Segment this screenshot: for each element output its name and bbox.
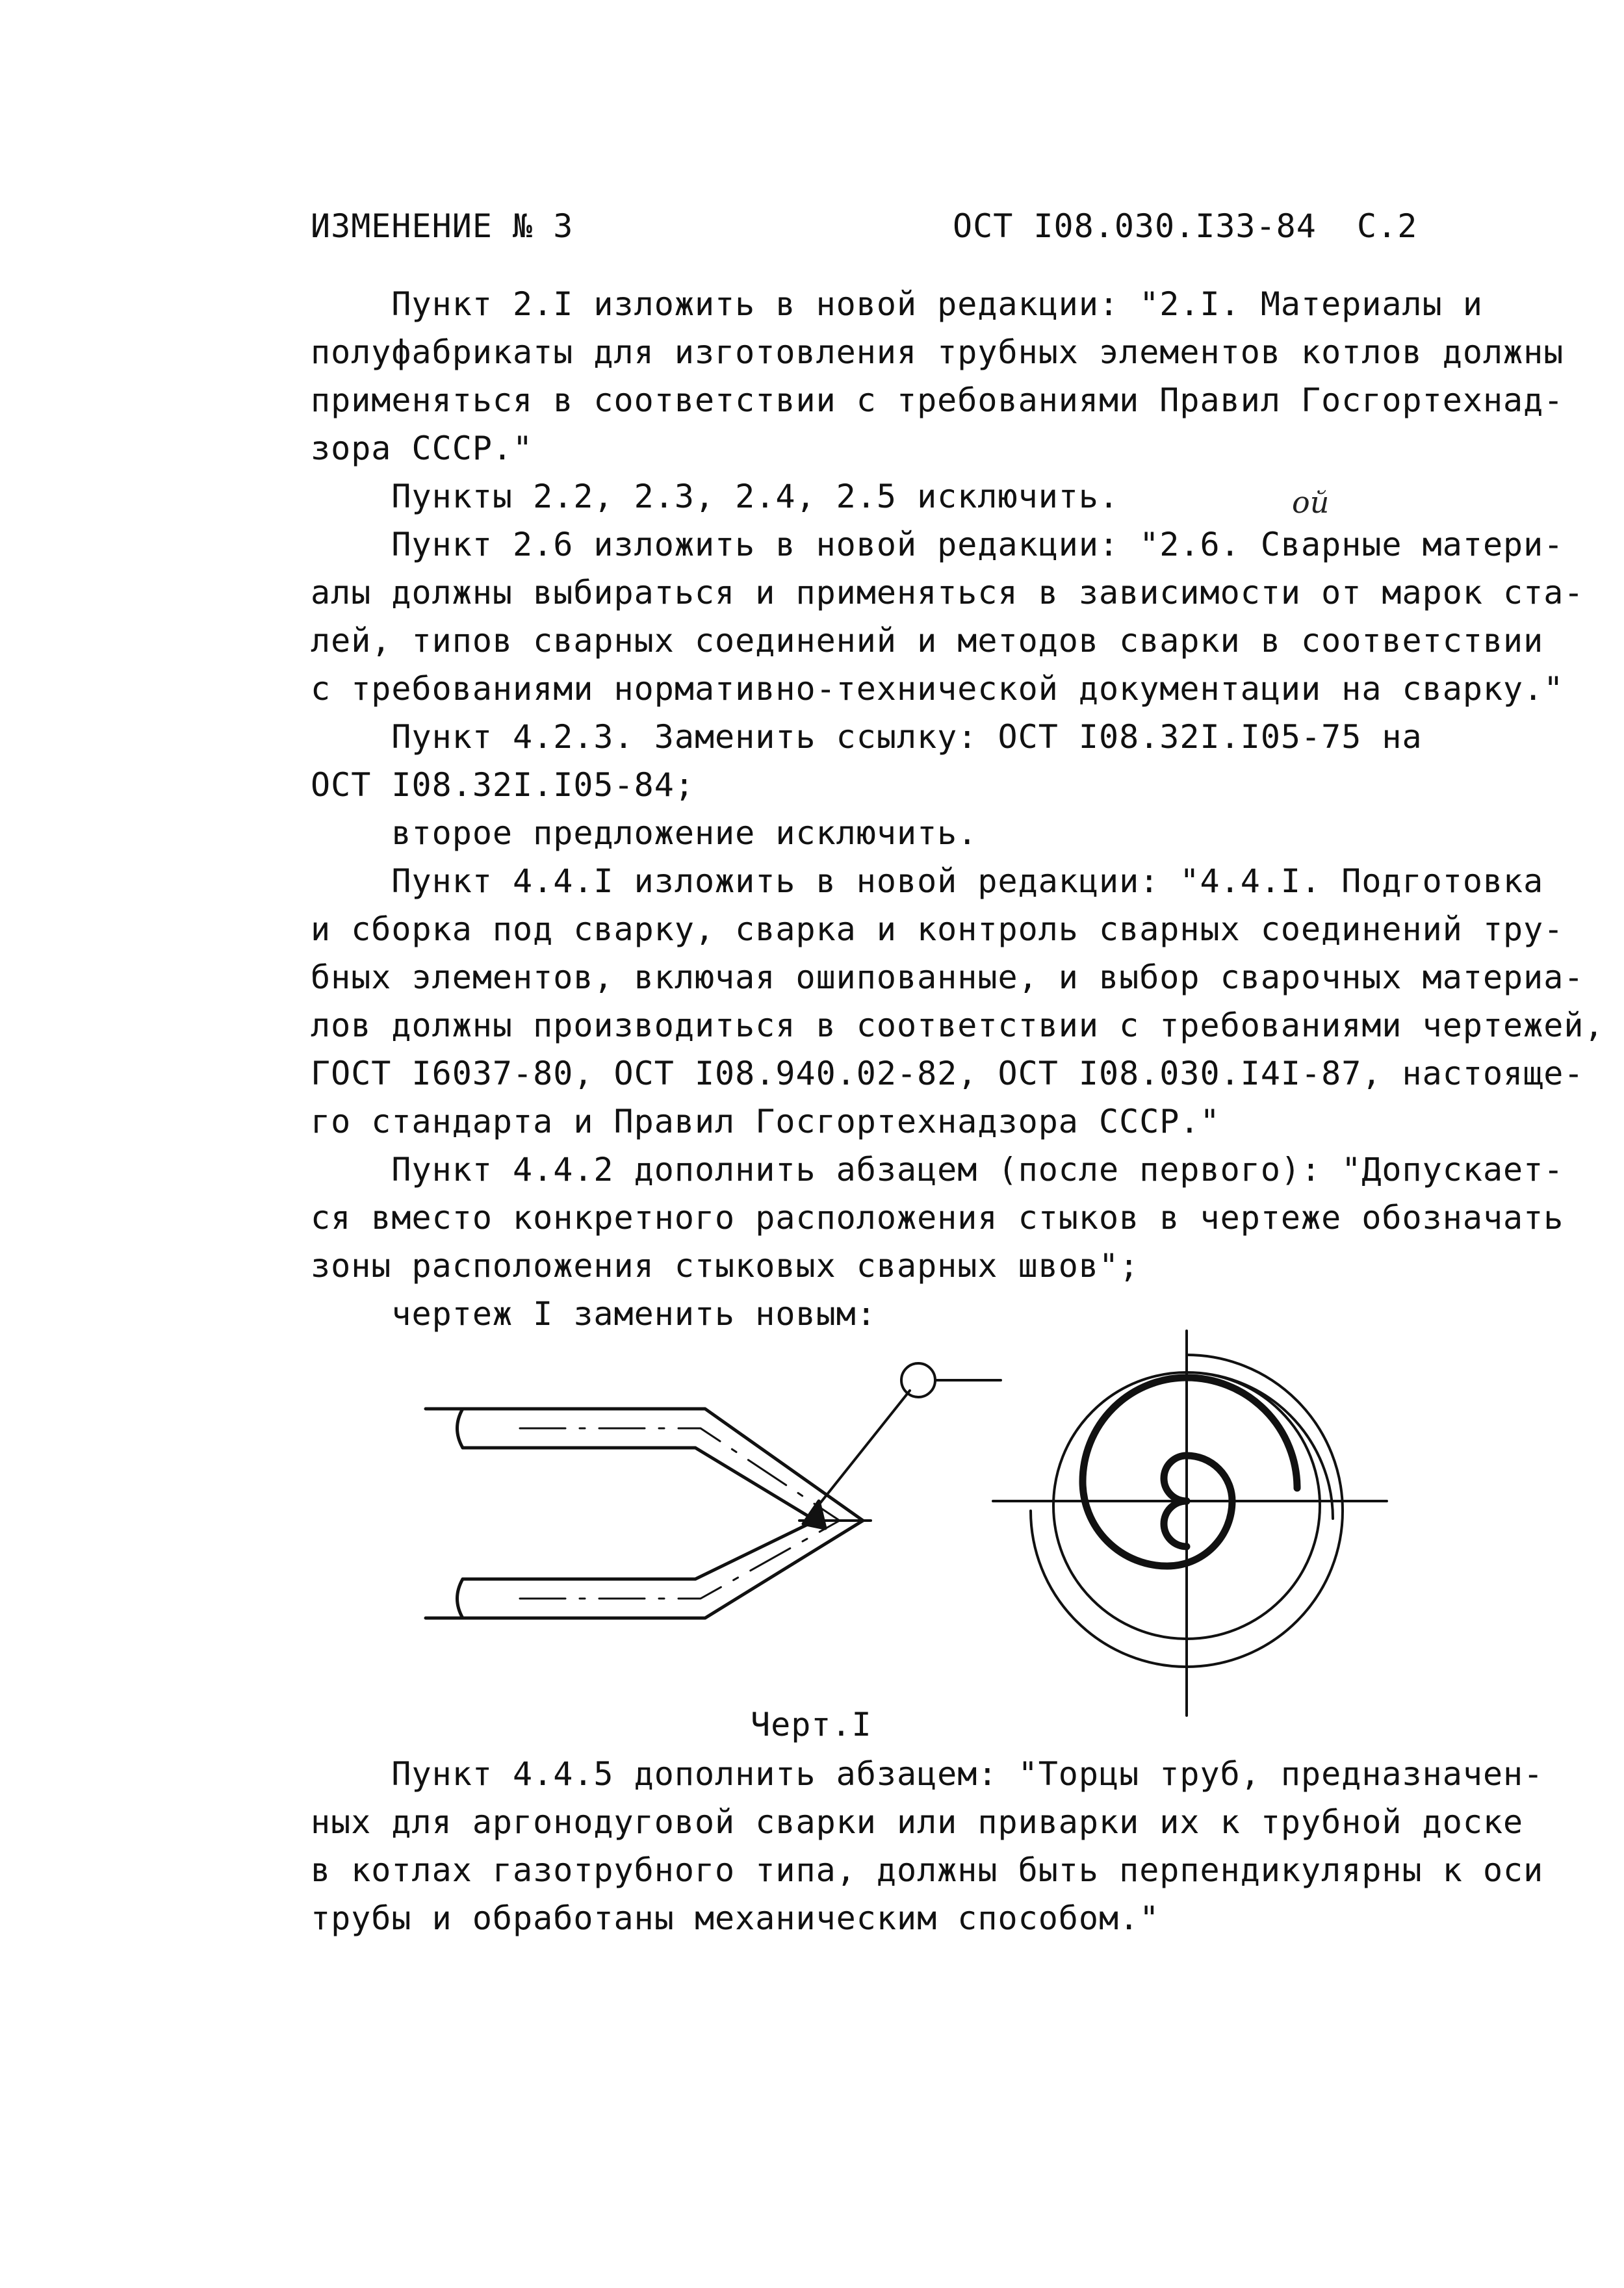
text-line: Пункт 4.4.2 дополнить абзацем (после первого): "Допускает- bbox=[311, 1151, 1564, 1189]
coil-inner-spiral-core bbox=[1164, 1501, 1187, 1547]
figure-caption: Черт.I bbox=[751, 1706, 872, 1743]
text-line: зора СССР." bbox=[311, 430, 534, 467]
bent-tube-drawing bbox=[426, 1363, 1001, 1618]
text-line: чертеж I заменить новым: bbox=[311, 1295, 877, 1333]
text-line: го стандарта и Правил Госгортехнадзора СССР." bbox=[311, 1103, 1220, 1140]
text-line: в котлах газотрубного типа, должны быть перпендикулярны к оси bbox=[311, 1851, 1544, 1889]
tube-centerline-bottom bbox=[520, 1521, 840, 1599]
text-line: бных элементов, включая ошипованные, и выбор сварочных материа- bbox=[311, 958, 1584, 996]
weld-point-mark bbox=[803, 1501, 825, 1528]
coil-drawing bbox=[993, 1331, 1387, 1716]
text-line: лей, типов сварных соединений и методов сварки в соответствии bbox=[311, 622, 1544, 660]
text-line: ОСТ I08.32I.I05-84; bbox=[311, 766, 695, 804]
text-line: трубы и обработаны механическим способом." bbox=[311, 1899, 1160, 1937]
text-line: зоны расположения стыковых сварных швов"; bbox=[311, 1247, 1140, 1285]
standard-reference: ОСТ I08.030.I33-84 С.2 bbox=[953, 207, 1418, 245]
text-line: Пункт 4.2.3. Заменить ссылку: ОСТ I08.32I.I05-75 на bbox=[311, 718, 1423, 756]
text-line: второе предложение исключить. bbox=[311, 814, 978, 852]
text-line: Пункты 2.2, 2.3, 2.4, 2.5 исключить. bbox=[311, 478, 1120, 515]
leader-line bbox=[816, 1391, 910, 1509]
text-line: алы должны выбираться и применяться в зависимости от марок ста- bbox=[311, 574, 1584, 611]
text-line: полуфабрикаты для изготовления трубных элементов котлов должны bbox=[311, 333, 1564, 371]
tube-inner-wall-top bbox=[463, 1448, 816, 1521]
tube-end-bottom bbox=[458, 1579, 463, 1618]
text-line: и сборка под сварку, сварка и контроль сварных соединений тру- bbox=[311, 910, 1564, 948]
text-line: Пункт 2.6 изложить в новой редакции: "2.6. Сварные матери- bbox=[311, 526, 1564, 563]
text-line: ГОСТ I6037-80, ОСТ I08.940.02-82, ОСТ I08.030.I4I-87, настояще- bbox=[311, 1055, 1584, 1092]
tube-outer-wall-bottom bbox=[426, 1521, 863, 1618]
tube-end-top bbox=[458, 1409, 463, 1448]
text-line: лов должны производиться в соответствии с требованиями чертежей, bbox=[311, 1007, 1605, 1044]
amendment-number: ИЗМЕНЕНИЕ № 3 bbox=[311, 207, 574, 245]
text-line: ся вместо конкретного расположения стыков в чертеже обозначать bbox=[311, 1199, 1564, 1237]
tube-outer-wall-top bbox=[426, 1409, 863, 1521]
coil-outer-ring bbox=[1031, 1355, 1343, 1667]
text-line: ных для аргонодуговой сварки или приварки их к трубной доске bbox=[311, 1803, 1524, 1841]
coil-outer-spiral bbox=[1053, 1372, 1333, 1639]
text-line: Пункт 4.4.5 дополнить абзацем: "Торцы труб, предназначен- bbox=[311, 1755, 1544, 1793]
text-line: Пункт 2.I изложить в новой редакции: "2.I. Материалы и bbox=[311, 285, 1483, 323]
text-line: Пункт 4.4.I изложить в новой редакции: "4.4.I. Подготовка bbox=[311, 862, 1544, 900]
handwritten-note: ой bbox=[1292, 485, 1330, 520]
tube-inner-wall-bottom bbox=[463, 1521, 816, 1579]
text-line: применяться в соответствии с требованиями Правил Госгортехнад- bbox=[311, 381, 1564, 419]
coil-inner-spiral bbox=[1083, 1378, 1297, 1566]
weld-marker-circle bbox=[901, 1363, 935, 1397]
tube-centerline-top bbox=[520, 1428, 840, 1521]
text-line: с требованиями нормативно-технической документации на сварку." bbox=[311, 670, 1564, 708]
